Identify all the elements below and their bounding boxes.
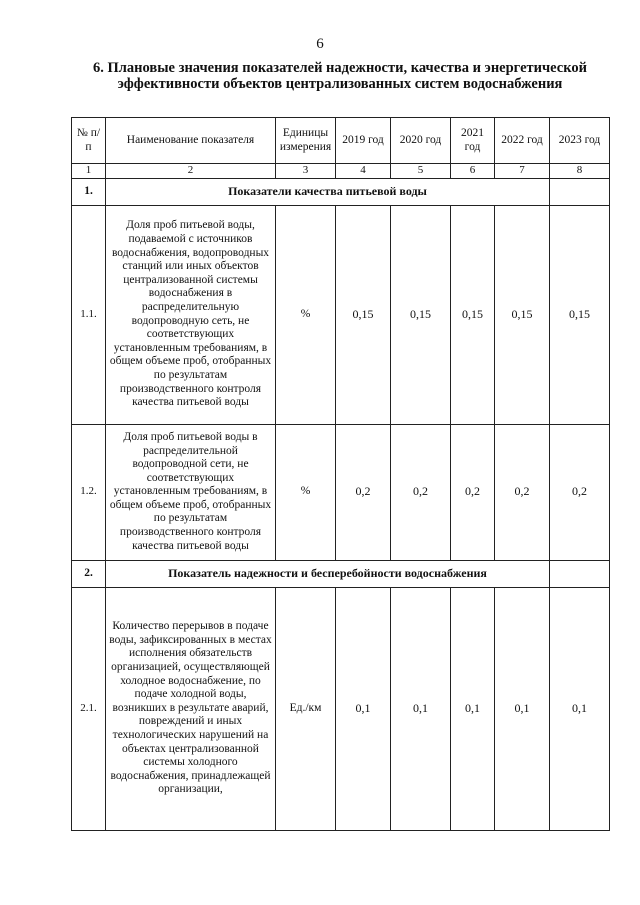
row-number: 2.1. (72, 587, 106, 830)
unit-cell: % (276, 424, 336, 560)
table-row (72, 205, 610, 424)
value-2019: 0,2 (336, 424, 391, 560)
table-header-row (72, 118, 610, 164)
column-number-row (72, 164, 610, 179)
section-row (72, 178, 610, 205)
column-number-cell: 4 (336, 164, 391, 179)
unit-cell: % (276, 205, 336, 424)
section-title: Показатель надежности и бесперебойности водоснабжения (106, 560, 550, 587)
row-number: 1.1. (72, 205, 106, 424)
indicator-name: Доля проб питьевой воды, подаваемой с источников водоснабжения, водопроводных станций или иных объектов централизованной системы водоснабжения в распределительную водопроводную сеть, не соответствующих установленным требованиям, в общем объеме проб, отобранных по результатам производственного контроля качества питьевой воды (106, 205, 276, 424)
column-number-cell: 7 (495, 164, 550, 179)
table-row (72, 424, 610, 560)
section-number: 1. (72, 178, 106, 205)
column-number-cell: 5 (391, 164, 451, 179)
section-title: Показатели качества питьевой воды (106, 178, 550, 205)
column-number-cell: 6 (451, 164, 495, 179)
row-number: 1.2. (72, 424, 106, 560)
indicator-name: Доля проб питьевой воды в распределительной водопроводной сети, не соответствующих установленным требованиям, в общем объеме проб, отобранных по результатам производственного контроля качества питьевой воды (106, 424, 276, 560)
value-2019: 0,15 (336, 205, 391, 424)
value-2021: 0,15 (451, 205, 495, 424)
value-2021: 0,2 (451, 424, 495, 560)
value-2023: 0,15 (550, 205, 610, 424)
section-number: 2. (72, 560, 106, 587)
value-2022: 0,2 (495, 424, 550, 560)
empty-cell (550, 560, 610, 587)
value-2022: 0,15 (495, 205, 550, 424)
column-number-cell: 3 (276, 164, 336, 179)
header-cell: 2021 год (451, 118, 495, 164)
document-title: 6. Плановые значения показателей надежности, качества и энергетической эффективности объектов централизованных систем водоснабжения (93, 60, 587, 92)
value-2021: 0,1 (451, 587, 495, 830)
header-cell: Единицы измерения (276, 118, 336, 164)
value-2022: 0,1 (495, 587, 550, 830)
header-cell: 2020 год (391, 118, 451, 164)
empty-cell (550, 178, 610, 205)
header-cell: 2019 год (336, 118, 391, 164)
value-2023: 0,1 (550, 587, 610, 830)
column-number-cell: 2 (106, 164, 276, 179)
table-row (72, 587, 610, 830)
header-cell: Наименование показателя (106, 118, 276, 164)
column-number-cell: 1 (72, 164, 106, 179)
header-cell: № п/п (72, 118, 106, 164)
section-row (72, 560, 610, 587)
indicator-name: Количество перерывов в подаче воды, зафиксированных в местах исполнения обязательств организацией, осуществляющей холодное водоснабжение, по подаче холодной воды, возникших в результате аварий, повреждений и иных технологических нарушений на объектах централизованной системы холодного водоснабжения, принадлежащей организации, (106, 587, 276, 830)
column-number-cell: 8 (550, 164, 610, 179)
value-2020: 0,2 (391, 424, 451, 560)
header-cell: 2023 год (550, 118, 610, 164)
indicators-table (71, 117, 610, 831)
value-2023: 0,2 (550, 424, 610, 560)
value-2020: 0,15 (391, 205, 451, 424)
page-number: 6 (316, 36, 324, 52)
value-2019: 0,1 (336, 587, 391, 830)
unit-cell: Ед./км (276, 587, 336, 830)
header-cell: 2022 год (495, 118, 550, 164)
value-2020: 0,1 (391, 587, 451, 830)
